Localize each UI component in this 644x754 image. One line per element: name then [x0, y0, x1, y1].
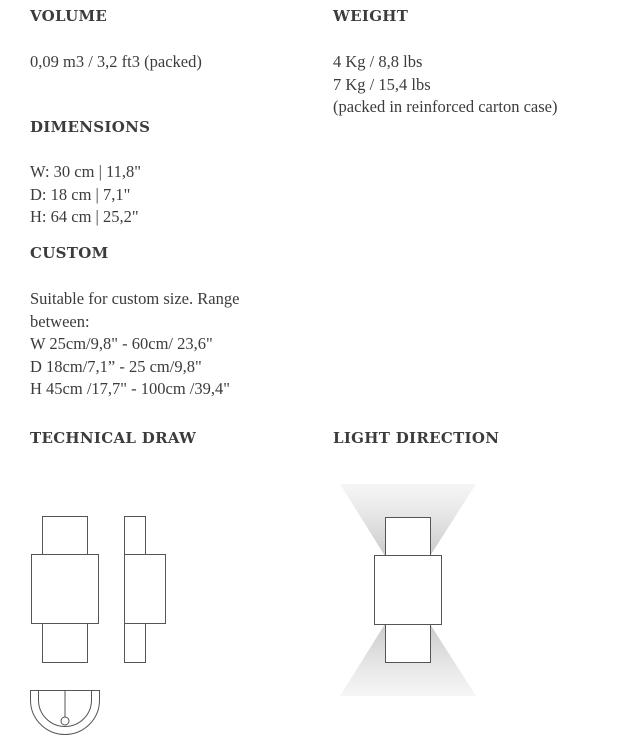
- technical-draw-heading: TECHNICAL DRAW: [30, 429, 197, 447]
- dimension-line: D: 18 cm | 7,1": [30, 184, 131, 204]
- custom-line: between:: [30, 311, 90, 331]
- weight-line: 7 Kg / 15,4 lbs: [333, 74, 431, 94]
- custom-line: H 45cm /17,7" - 100cm /39,4": [30, 379, 230, 398]
- dimension-line: W: 30 cm | 11,8": [30, 162, 142, 181]
- custom-heading: CUSTOM: [30, 244, 109, 262]
- light-direction-heading: LIGHT DIRECTION: [333, 429, 500, 447]
- weight-line: (packed in reinforced carton case): [333, 97, 558, 116]
- lamp-top-tube: [386, 518, 431, 556]
- lamp-body: [375, 556, 442, 625]
- volume-line: 0,09 m3 / 3,2 ft3 (packed): [30, 52, 202, 71]
- volume-heading: VOLUME: [30, 7, 108, 25]
- weight-line: 4 Kg / 8,8 lbs: [333, 52, 423, 71]
- dimensions-heading: DIMENSIONS: [30, 118, 151, 136]
- custom-line: W 25cm/9,8" - 60cm/ 23,6": [30, 334, 213, 353]
- custom-line: Suitable for custom size. Range: [30, 289, 240, 308]
- dimension-line: H: 64 cm | 25,2": [30, 207, 139, 226]
- lamp-bottom-tube: [386, 625, 431, 663]
- weight-heading: WEIGHT: [333, 7, 409, 25]
- custom-line: D 18cm/7,1” - 25 cm/9,8": [30, 356, 202, 376]
